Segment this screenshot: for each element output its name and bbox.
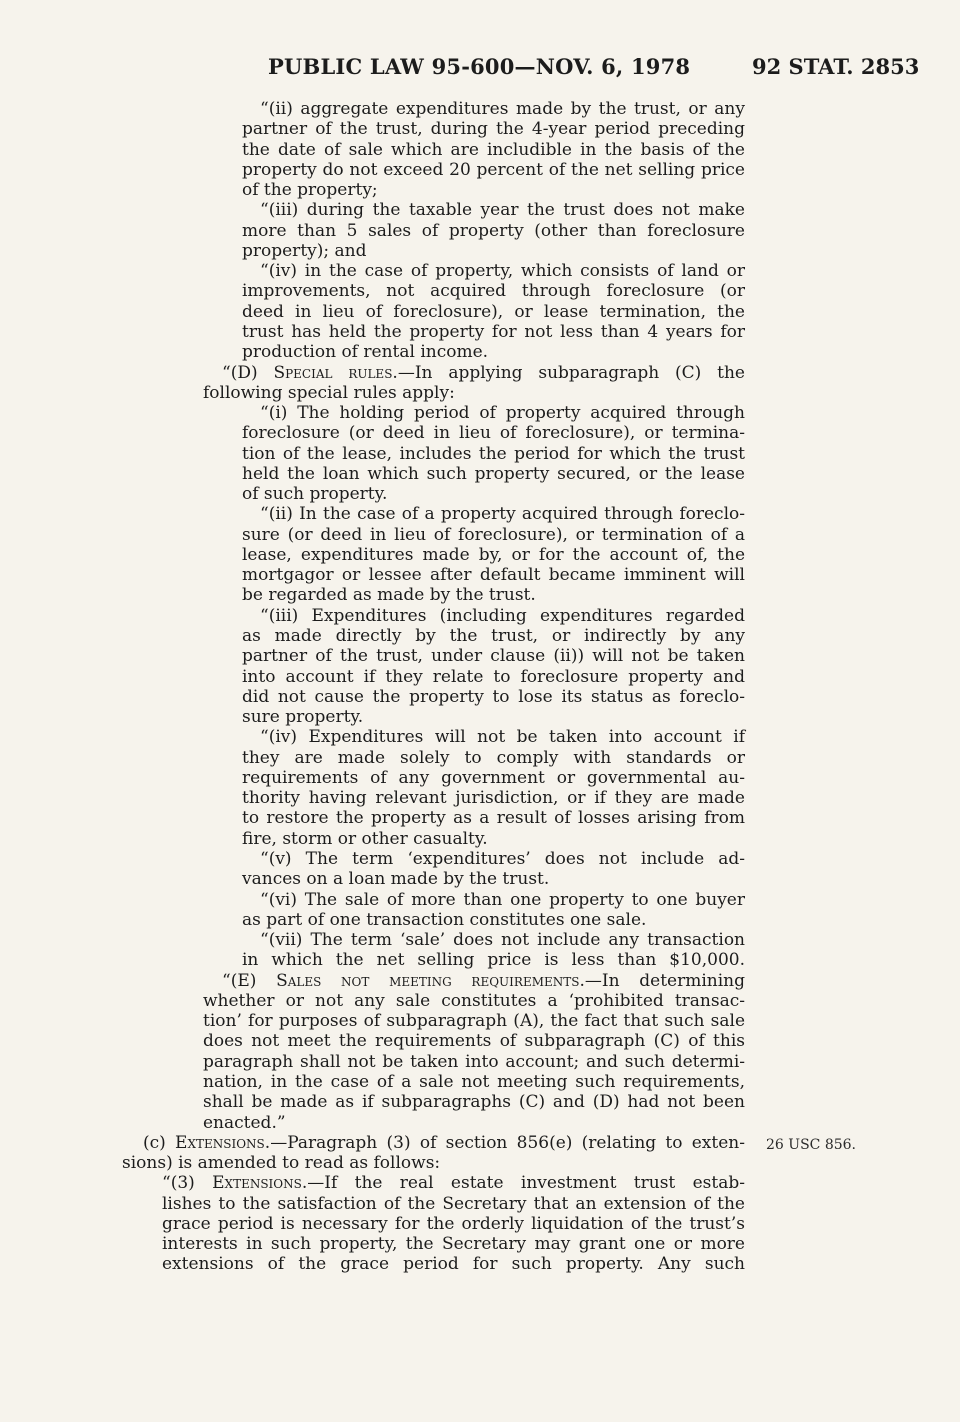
text-line [222,971,745,991]
text-line [203,383,455,403]
text-line [242,525,745,545]
line-text: interests in such property, the Secretary may grant one or more [162,1234,745,1254]
line-text: shall be made as if subparagraphs (C) and (D) had not been [203,1092,745,1112]
line-text: “(iii) during the taxable year the trust does not make [260,200,745,220]
text-line [242,464,745,484]
line-text: fire, storm or other casualty. [242,829,488,849]
line-text: in which the net selling price is less than $10,000. [242,950,745,970]
text-line [242,565,745,585]
text-line [260,504,745,524]
running-header-title: PUBLIC LAW 95-600—NOV. 6, 1978 [268,54,691,79]
text-line [242,910,646,930]
text-line [260,261,745,281]
line-text: “(i) The holding period of property acquired through [260,403,745,423]
text-line [242,342,488,362]
line-prefix: (c) [143,1133,176,1153]
text-line [260,849,745,869]
text-line [242,707,363,727]
text-line [242,160,745,180]
line-text: property do not exceed 20 percent of the net selling price [242,160,745,180]
text-line [242,444,745,464]
line-text: partner of the trust, during the 4-year period preceding [242,119,745,139]
line-text: of the property; [242,180,378,200]
text-line [242,140,745,160]
line-text: extensions of the grace period for such property. Any such [162,1254,745,1274]
line-text: held the loan which such property secured, or the lease [242,464,745,484]
line-prefix: “(3) [162,1173,213,1193]
text-line [242,788,745,808]
text-line [242,119,745,139]
line-text: they are made solely to comply with standards or [242,748,745,768]
text-line [242,585,536,605]
line-text: requirements of any government or governmental au- [242,768,745,788]
text-line [260,890,745,910]
line-text: production of rental income. [242,342,489,362]
line-text: to restore the property as a result of losses arising from [242,808,745,828]
line-text: foreclosure (or deed in lieu of foreclosure), or termina- [242,423,745,443]
line-text: sure (or deed in lieu of foreclosure), or termination of a [242,525,745,545]
text-line [242,180,378,200]
line-text: “(v) The term ‘expenditures’ does not include ad- [260,849,745,869]
line-text: did not cause the property to lose its status as foreclo- [242,687,745,707]
text-line [242,667,745,687]
line-text: “(iv) Expenditures will not be taken into account if [260,727,745,747]
text-line [260,727,745,747]
text-line [242,281,745,301]
line-text: tion’ for purposes of subparagraph (A), the fact that such sale [203,1011,745,1031]
text-line [260,606,745,626]
line-text: as made directly by the trust, or indirectly by any [242,626,745,646]
line-text: the date of sale which are includible in the basis of the [242,140,745,160]
line-text: grace period is necessary for the orderly liquidation of the trust’s [162,1214,745,1234]
line-text: partner of the trust, under clause (ii)) will not be taken [242,646,745,666]
line-text: as part of one transaction constitutes one sale. [242,910,647,930]
line-text: does not meet the requirements of subparagraph (C) of this [203,1031,745,1051]
line-text: “(iii) Expenditures (including expenditures regarded [260,606,745,626]
line-text: paragraph shall not be taken into account; and such determi- [203,1052,745,1072]
text-line [242,808,745,828]
text-line [260,200,745,220]
text-line [260,930,745,950]
text-line [203,1031,745,1051]
text-line [162,1254,745,1274]
text-line [162,1214,745,1234]
text-line [242,748,745,768]
text-line [242,687,745,707]
text-line [260,99,745,119]
line-text: be regarded as made by the trust. [242,585,536,605]
section-heading: Extensions [175,1133,265,1153]
line-text: thority having relevant jurisdiction, or if they are made [242,788,745,808]
text-line [203,1052,745,1072]
line-text: lease, expenditures made by, or for the account of, the [242,545,745,565]
text-line [242,869,549,889]
text-line [162,1173,745,1193]
line-text: following special rules apply: [203,383,455,403]
margin-citation: 26 USC 856. [766,1137,856,1153]
line-prefix: “(E) [222,971,277,991]
line-text: .—If the real estate investment trust estab- [301,1173,745,1193]
line-text: .—In determining [579,971,745,991]
line-text: .—Paragraph (3) of section 856(e) (relating to exten- [264,1133,745,1153]
line-text: “(vi) The sale of more than one property to one buyer [260,890,745,910]
line-text: nation, in the case of a sale not meeting such requirements, [203,1072,745,1092]
line-text: improvements, not acquired through foreclosure (or [242,281,745,301]
line-text: mortgagor or lessee after default became imminent will [242,565,745,585]
line-text: lishes to the satisfaction of the Secretary that an extension of the [162,1194,745,1214]
line-prefix: “(D) [222,363,274,383]
line-text: more than 5 sales of property (other than foreclosure [242,221,745,241]
line-text: into account if they relate to foreclosure property and [242,667,745,687]
line-text: “(vii) The term ‘sale’ does not include any transaction [260,930,745,950]
line-text: vances on a loan made by the trust. [242,869,550,889]
text-line [242,302,745,322]
text-line [242,484,387,504]
text-line [203,1072,745,1092]
text-line [242,322,745,342]
text-line [162,1234,745,1254]
line-text: “(ii) aggregate expenditures made by the trust, or any [260,99,745,119]
line-text: deed in lieu of foreclosure), or lease termination, the [242,302,745,322]
text-line [242,423,745,443]
text-line [143,1133,745,1153]
line-text: enacted.” [203,1113,286,1133]
line-text: .—In applying subparagraph (C) the [392,363,745,383]
text-line [242,241,366,261]
line-text: sions) is amended to read as follows: [122,1153,441,1173]
line-text: property); and [242,241,367,261]
line-text: “(ii) In the case of a property acquired through foreclo- [260,504,745,524]
line-text: tion of the lease, includes the period for which the trust [242,444,745,464]
section-heading: Sales not meeting requirements [276,971,580,991]
text-line [242,221,745,241]
text-line [242,768,745,788]
text-line [242,950,745,970]
line-text: of such property. [242,484,388,504]
text-line [122,1153,440,1173]
text-line [260,403,745,423]
section-heading: Extensions [212,1173,302,1193]
section-heading: Special rules [273,363,393,383]
line-text: whether or not any sale constitutes a ‘prohibited transac- [203,991,745,1011]
line-text: trust has held the property for not less than 4 years for [242,322,745,342]
text-line [203,1092,745,1112]
text-line [242,545,745,565]
text-line [222,363,745,383]
text-line [203,1011,745,1031]
running-header-page-number: 92 STAT. 2853 [752,54,920,79]
text-line [162,1194,745,1214]
text-line [203,991,745,1011]
line-text: sure property. [242,707,364,727]
text-line [203,1113,286,1133]
text-line [242,646,745,666]
text-line [242,829,488,849]
text-line [242,626,745,646]
line-text: “(iv) in the case of property, which consists of land or [260,261,745,281]
